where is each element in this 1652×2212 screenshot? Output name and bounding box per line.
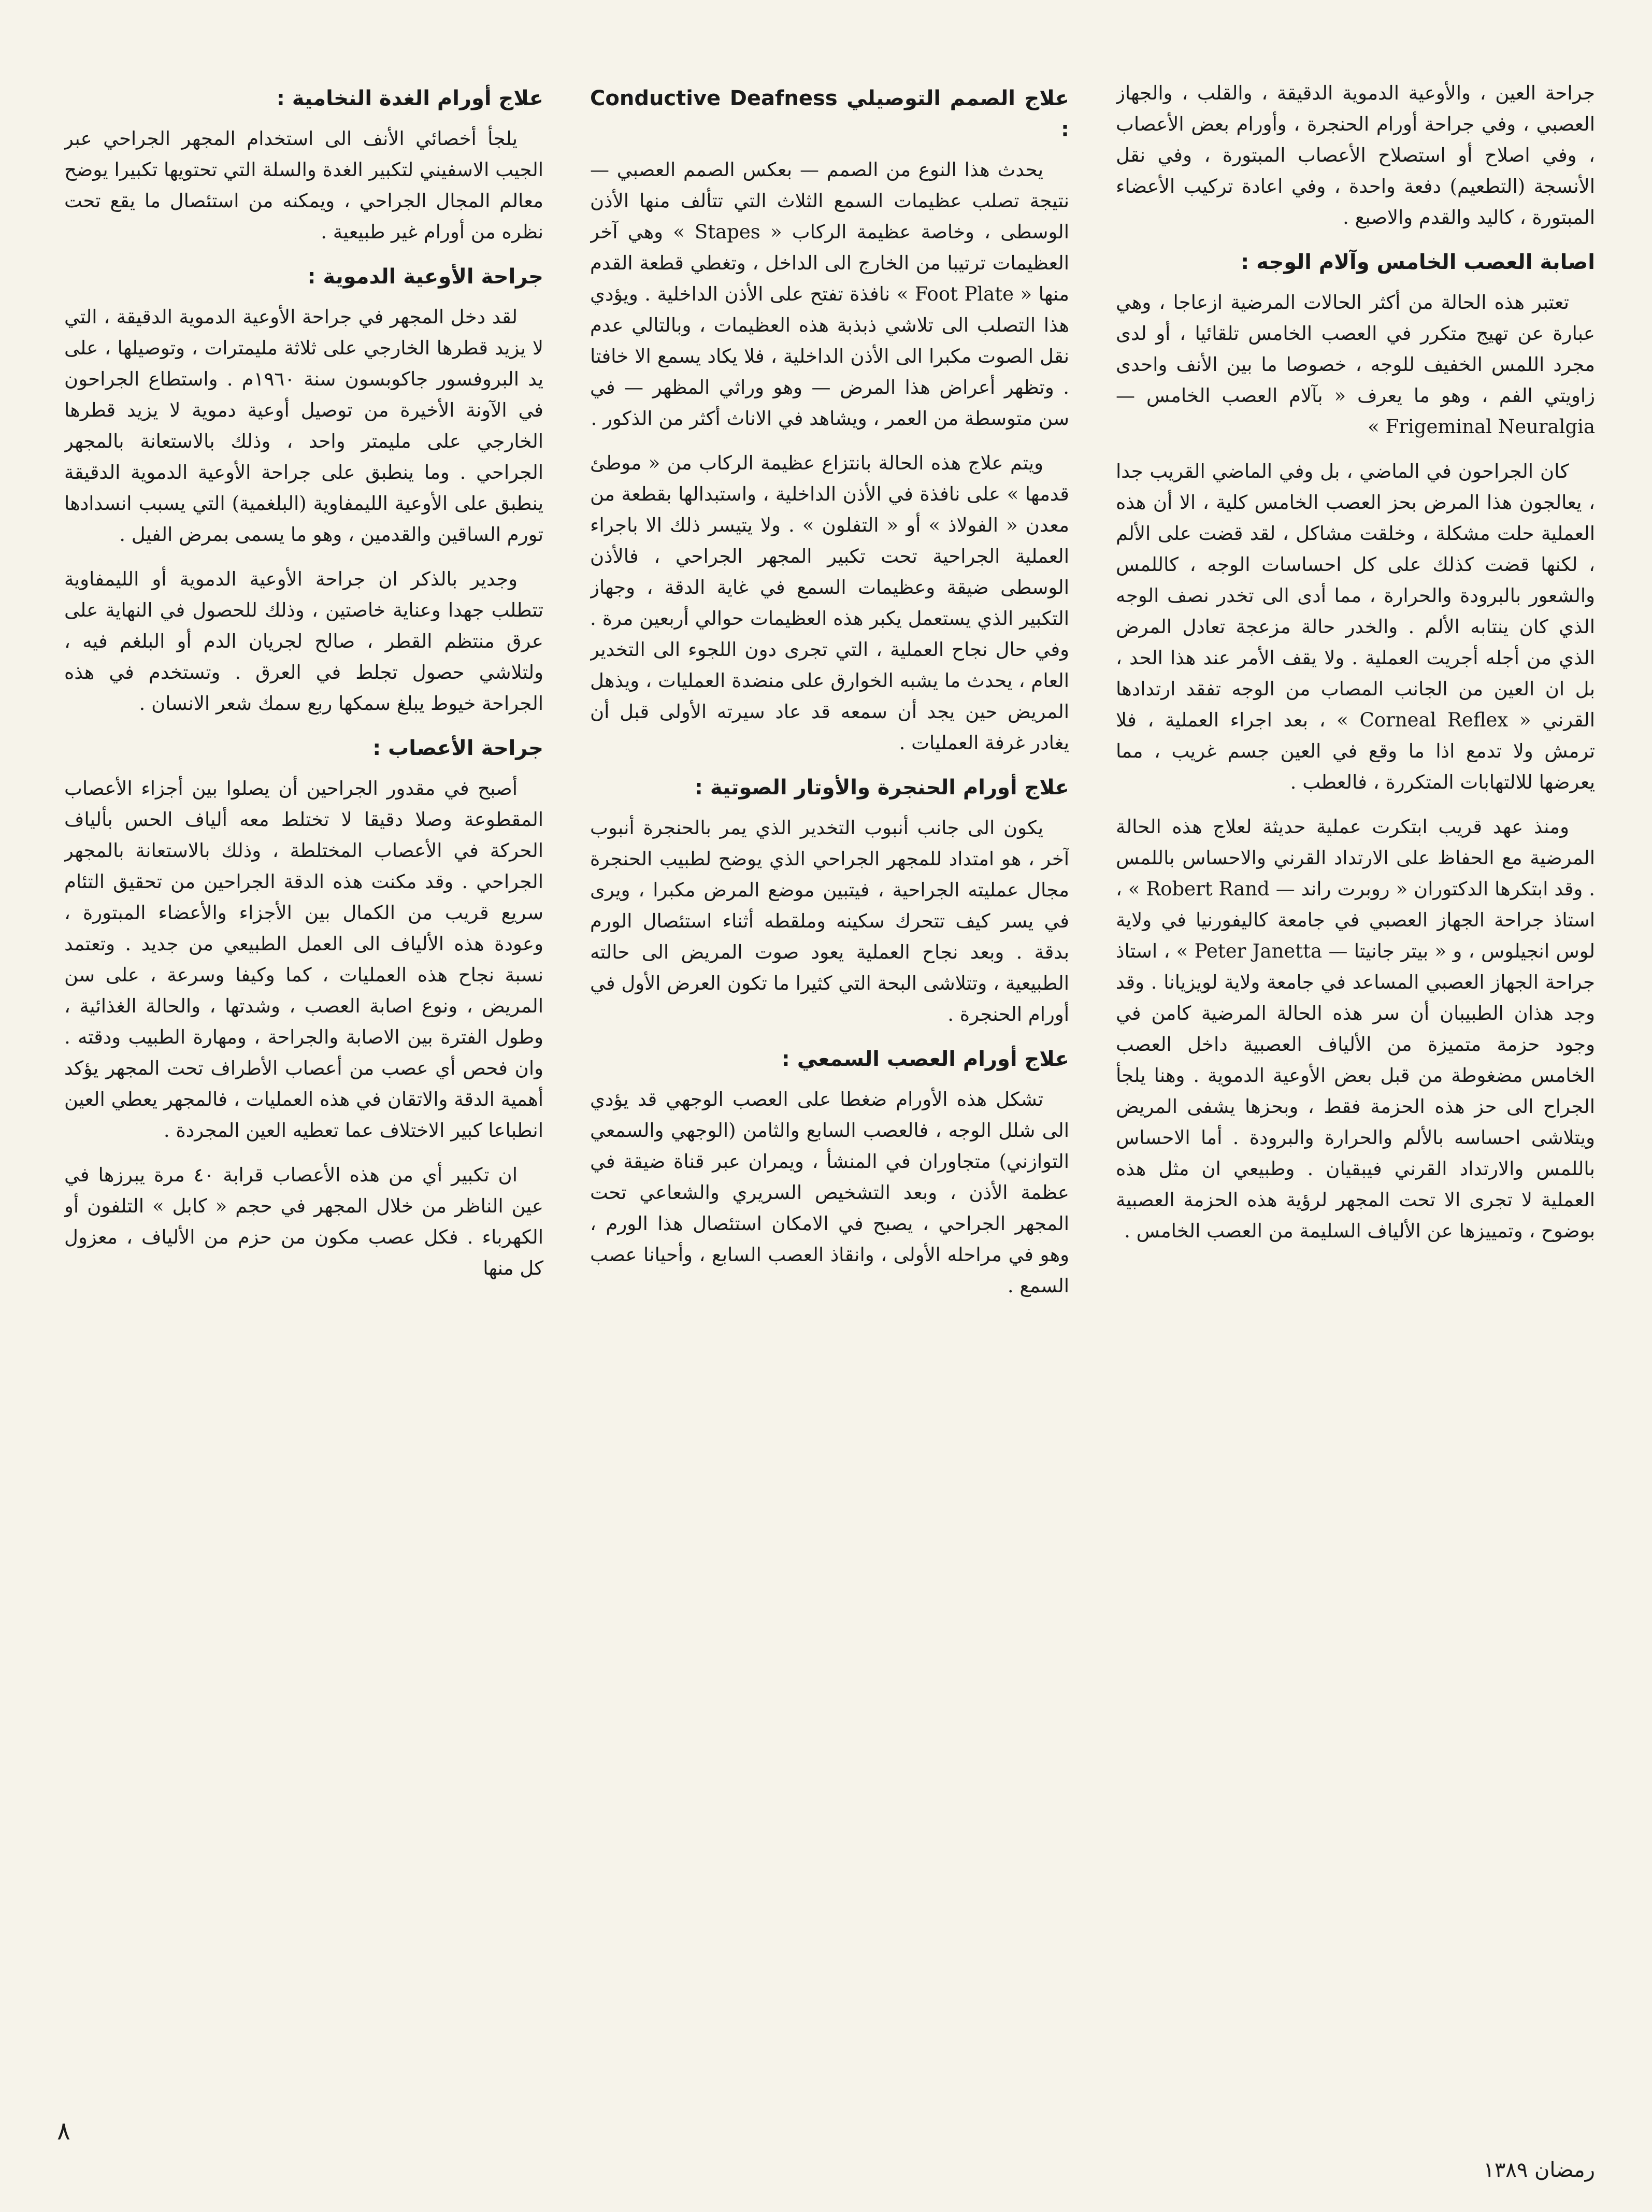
section-heading-larynx-tumors: علاج أورام الحنجرة والأوتار الصوتية : <box>694 776 1069 800</box>
section-heading-vascular-surgery: جراحة الأوعية الدموية : <box>307 265 543 289</box>
column-right <box>1116 78 1595 2124</box>
page-number: ٨ <box>57 2117 70 2146</box>
paragraph: ان تكبير أي من هذه الأعصاب قرابة ٤٠ مرة يبرزها في عين الناظر من خلال المجهر في حجم « كابل » التلفون أو الكهرباء . فكل عصب مكون من حزم من الألياف ، معزول كل منها <box>64 1164 543 1279</box>
paragraph: يلجأ أخصائي الأنف الى استخدام المجهر الجراحي عبر الجيب الاسفيني لتكبير الغدة والسلة التي تحتويها تكبيرا يوضح معالم المجال الجراحي ، ويمكنه من استئصال ما يقع تحت نظره من أورام غير طبيعية . <box>64 127 543 243</box>
paragraph: يحدث هذا النوع من الصمم — بعكس الصمم العصبي — نتيجة تصلب عظيمات السمع الثلاث التي تتألف منها الأذن الوسطى ، وخاصة عظيمة الركاب « Stapes » وهي آخر العظيمات ترتيبا من الخارج الى الداخل ، وتغطي قطعة القدم منها « Foot Plate » نافذة تفتح على الأذن الداخلية . ويؤدي هذا التصلب الى تلاشي ذبذبة هذه العظيمات ، وبالتالي عدم نقل الصوت مكبرا الى الأذن الداخلية ، فلا يكاد يسمع الا خافتا . وتظهر أعراض هذا المرض — وهو وراثي المظهر — في سن متوسطة من العمر ، ويشاهد في الاناث أكثر من الذكور . <box>590 159 1069 430</box>
paragraph: تعتبر هذه الحالة من أكثر الحالات المرضية ازعاجا ، وهي عبارة عن تهيج متكرر في العصب الخامس تلقائيا ، أو لدى مجرد اللمس الخفيف للوجه ، خصوصا ما بين الأنف واحدى زاويتي الفم ، وهو ما يعرف « بآلام العصب الخامس — Frigeminal Neuralgia » <box>1116 291 1595 438</box>
paragraph: أصبح في مقدور الجراحين أن يصلوا بين أجزاء الأعصاب المقطوعة وصلا دقيقا لا تختلط معه ألياف الحس بألياف الحركة في الأعصاب المختلطة ، وذلك بالاستعانة بالمجهر الجراحي . وقد مكنت هذه الدقة الجراحين من تحقيق التئام سريع قريب من الكمال بين الأجزاء والأعضاء المبتورة ، وعودة هذه الألياف الى العمل الطبيعي من جديد . وتعتمد نسبة نجاح هذه العمليات ، كما وكيفا وسرعة ، على سن المريض ، ونوع اصابة العصب ، وشدتها ، والحالة الغذائية ، وطول الفترة بين الاصابة والجراحة ، ومهارة الطبيب ودقته . وان فحص أي عصب من أعصاب الأطراف تحت المجهر يؤكد أهمية الدقة والاتقان في هذه العمليات ، فالمجهر يعطي العين انطباعا كبير الاختلاف عما تعطيه العين المجردة . <box>64 777 543 1141</box>
paragraph: وجدير بالذكر ان جراحة الأوعية الدموية أو الليمفاوية تتطلب جهدا وعناية خاصتين ، وذلك للحصول في النهاية على عرق منتظم القطر ، صالح لجريان الدم أو البلغم فيه ، ولتلاشي حصول تجلط في العرق . وتستخدم في هذه الجراحة خيوط يبلغ سمكها ربع سمك شعر الانسان . <box>64 568 543 715</box>
section-heading-nerve-surgery: جراحة الأعصاب : <box>372 736 543 760</box>
column-middle <box>590 78 1069 2124</box>
issue-date: رمضان ١٣٨٩ <box>1483 2158 1595 2182</box>
paragraph: لقد دخل المجهر في جراحة الأوعية الدموية الدقيقة ، التي لا يزيد قطرها الخارجي على ثلاثة مليمترات ، وتوصيلها ، على يد البروفسور جاكوبسون سنة ١٩٦٠م . واستطاع الجراحون في الآونة الأخيرة من توصيل أوعية دموية لا يزيد قطرها الخارجي على مليمتر واحد ، وذلك بالاستعانة بالمجهر الجراحي . وما ينطبق على جراحة الأوعية الدموية الدقيقة ينطبق على الأوعية الليمفاوية (البلغمية) التي يسبب انسدادها تورم الساقين والقدمين ، وهو ما يسمى بمرض الفيل . <box>64 306 543 546</box>
paragraph: جراحة العين ، والأوعية الدموية الدقيقة ، والقلب ، والجهاز العصبي ، وفي جراحة أورام الحنجرة ، وأورام بعض الأعصاب ، وفي اصلاح أو استصلاح الأعصاب المبتورة ، وفي نقل الأنسجة (التطعيم) دفعة واحدة ، وفي اعادة تركيب الأعضاء المبتورة ، كاليد والقدم والاصبع . <box>1116 82 1595 229</box>
paragraph: كان الجراحون في الماضي ، بل وفي الماضي القريب جدا ، يعالجون هذا المرض بحز العصب الخامس كلية ، الا أن هذه العملية حلت مشكلة ، وخلقت مشاكل ، لقد قضت على الألم ، لكنها قضت كذلك على كل احساسات الوجه ، كاللمس والشعور بالبرودة والحرارة ، مما أدى الى تخدر نصف الوجه الذي كان ينتابه الألم . والخدر حالة مزعجة تعادل المرض الذي من أجله أجريت العملية . ولا يقف الأمر عند هذا الحد ، بل ان العين من الجانب المصاب من الوجه تفقد ارتدادها القرني « Corneal Reflex » ، بعد اجراء العملية ، فلا ترمش ولا تدمع اذا ما وقع في العين جسم غريب ، مما يعرضها للالتهابات المتكررة ، فالعطب . <box>1116 460 1595 793</box>
text-columns <box>62 78 1595 2124</box>
paragraph: يكون الى جانب أنبوب التخدير الذي يمر بالحنجرة أنبوب آخر ، هو امتداد للمجهر الجراحي الذي يوضح لطبيب الحنجرة مجال عمليته الجراحية ، فيتبين موضع المرض مكبرا ، ويرى في يسر كيف تتحرك سكينه وملقطه أثناء استئصال الورم بدقة . وبعد نجاح العملية يعود صوت المريض الى حالته الطبيعية ، وتتلاشى البحة التي كثيرا ما تكون العرض الأول في أورام الحنجرة . <box>590 817 1069 1025</box>
column-left <box>64 78 543 2124</box>
section-heading-acoustic-nerve: علاج أورام العصب السمعي : <box>781 1047 1069 1071</box>
paragraph: تشكل هذه الأورام ضغطا على العصب الوجهي قد يؤدي الى شلل الوجه ، فالعصب السابع والثامن (الوجهي والسمعي التوازني) متجاوران في المنشأ ، ويمران عبر قناة ضيقة في عظمة الأذن ، وبعد التشخيص السريري والشعاعي تحت المجهر الجراحي ، يصبح في الامكان استئصال هذا الورم ، وهو في مراحله الأولى ، وانقاذ العصب السابع ، وأحيانا عصب السمع . <box>590 1088 1069 1297</box>
paragraph: ويتم علاج هذه الحالة بانتزاع عظيمة الركاب من « موطئ قدمها » على نافذة في الأذن الداخلية ، واستبدالها بقطعة من معدن « الفولاذ » أو « التفلون » . ولا يتيسر ذلك الا باجراء العملية الجراحية تحت تكبير المجهر الجراحي ، فالأذن الوسطى ضيقة وعظيمات السمع في غاية الدقة ، وجهاز التكبير الذي يستعمل يكبر هذه العظيمات حوالي أربعين مرة . وفي حال نجاح العملية ، التي تجرى دون اللجوء الى التخدير العام ، يحدث ما يشبه الخوارق على منضدة العمليات ، ويذهل المريض حين يجد أن سمعه قد عاد سيرته الأولى قبل أن يغادر غرفة العمليات . <box>590 452 1069 754</box>
section-heading-pituitary: علاج أورام الغدة النخامية : <box>276 87 543 110</box>
section-heading-trigeminal: اصابة العصب الخامس وآلام الوجه : <box>1241 250 1595 274</box>
section-heading-conductive-deafness: علاج الصمم التوصيلي Conductive Deafness : <box>590 87 1069 141</box>
paragraph: ومنذ عهد قريب ابتكرت عملية حديثة لعلاج هذه الحالة المرضية مع الحفاظ على الارتداد القرني والاحساس باللمس . وقد ابتكرها الدكتوران « روبرت راند — Robert Rand » ، استاذ جراحة الجهاز العصبي في جامعة كاليفورنيا في ولاية لوس انجيلوس ، و « بيتر جانيتا — Peter Janetta » ، استاذ جراحة الجهاز العصبي المساعد في جامعة ولاية لويزيانا . وقد وجد هذان الطبيبان أن سر هذه الحالة المرضية كامن في وجود حزمة متميزة من الألياف العصبية داخل العصب الخامس مضغوطة من قبل بعض الأوعية الدموية . وهنا يلجأ الجراح الى حز هذه الحزمة فقط ، وبحزها يشفى المريض ويتلاشى احساسه بالألم والحرارة والبرودة . أما الاحساس باللمس والارتداد القرني فيبقيان . وطبيعي ان مثل هذه العملية لا تجرى الا تحت المجهر لرؤية هذه الحزمة العصبية بوضوح ، وتمييزها عن الألياف السليمة من العصب الخامس . <box>1116 816 1595 1242</box>
